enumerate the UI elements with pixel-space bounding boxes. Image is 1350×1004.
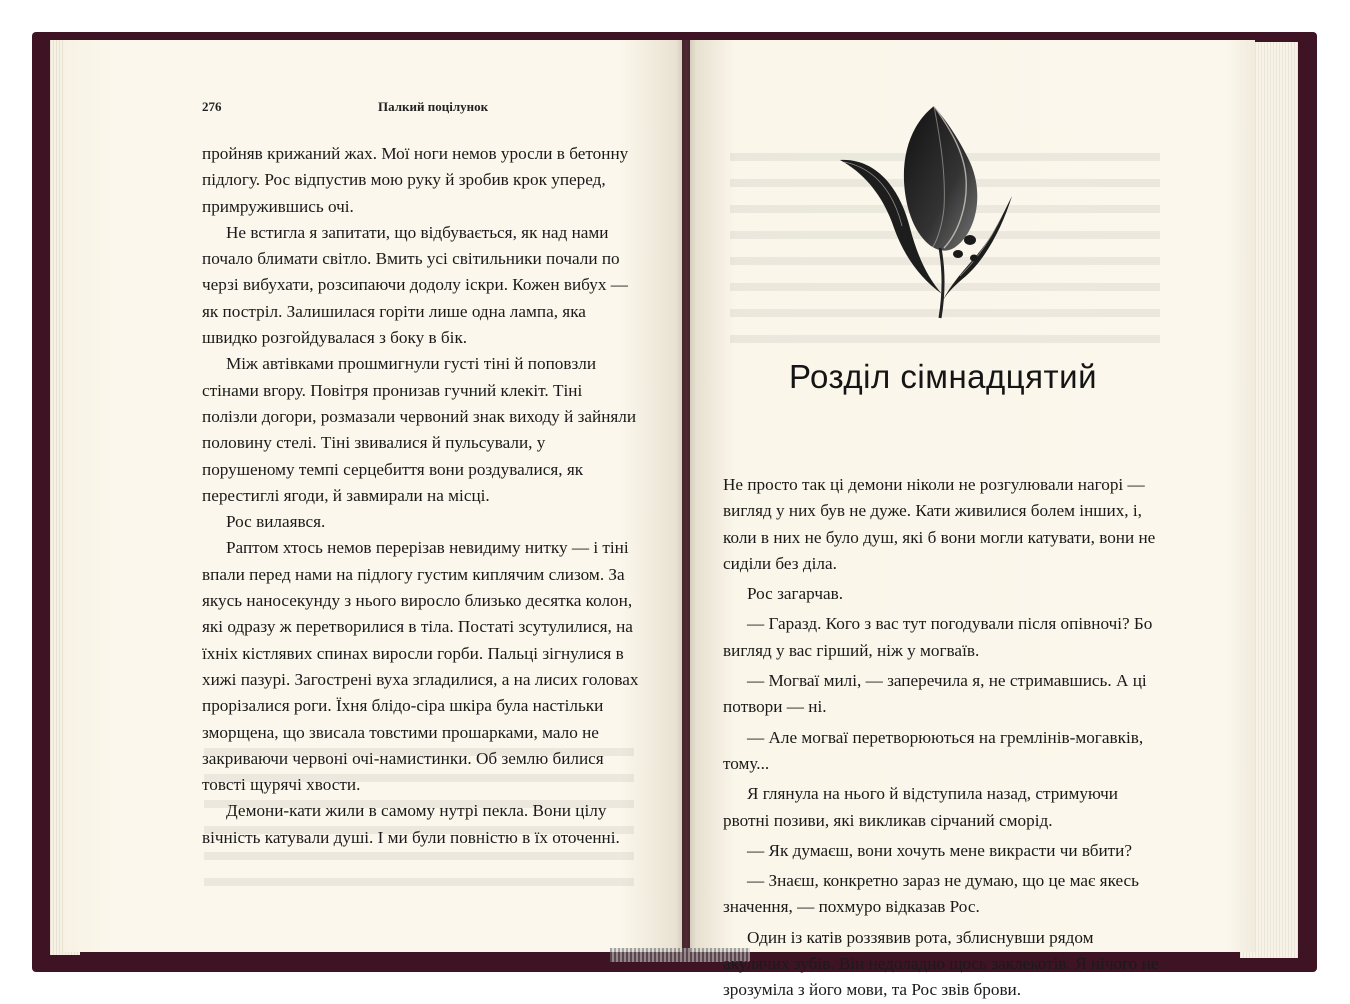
book-gutter: [676, 40, 696, 952]
paragraph: Не встигла я запитати, що відбувається, як над нами почало блимати світло. Вмить усі світильники почали по черзі вибухати, розсипаючи додолу іскри. Кожен вибух — як постріл. Залишилася горіти лише одна лампа, яка швидко розгойдувалася з боку в бік.: [202, 222, 628, 348]
page-number: 276: [202, 99, 222, 114]
paragraph: Між автівками прошмигнули густі тіні й поповзли стінами вгору. Повітря пронизав гучний клекіт. Тіні полізли догори, розмазали червоний знак виходу й зайняли половину стелі. Тіні звивалися й пульсували, у порушеному темпі серцебиття вони роздувалися, як перестиглі ягоди, й завмирали на місці.: [202, 354, 637, 505]
paragraph: Демони-кати жили в самому нутрі пекла. Вони цілу вічність катували душі. І ми були повністю в їх оточенні.: [202, 801, 620, 847]
calla-lily-ornament-icon: [836, 98, 1016, 330]
right-page-text: [723, 472, 1163, 1004]
paragraph: Один із катів роззявив рота, зблиснувши рядом акулячих зубів. Він недоладно щось заклекотів. Я нічого не зрозуміла з його мови, та Рос звів брови.: [723, 927, 1159, 1000]
paragraph: Не просто так ці демони ніколи не розгулювали нагорі — вигляд у них був не дуже. Кати живилися болем інших, і, коли в них не було душ, які б вони могли катувати, вони не сиділи без діла.: [723, 475, 1156, 573]
paragraph: — Але могваї перетворюються на гремлінів-могавків, тому...: [723, 727, 1144, 773]
paragraph: Раптом хтось немов перерізав невидиму нитку — і тіні впали перед нами на підлогу густим киплячим слизом. За якусь наносекунду з нього виросло близько десятка колон, які одразу ж перетворилися в тіла. Постаті зсутулилися, на їхніх кістлявих спинах виросли горби. Пальці зігнулися в хижі пазурі. Загострені вуха згладилися, а на лисих головах прорізалися роги. Їхня блідо-сіра шкіра була настільки зморщена, що звисала товстими прошарками, мало не закриваючи червоні очі-намистинки. Об землю билися товсті щурячі хвости.: [202, 538, 639, 795]
paragraph: — Знаєш, конкретно зараз не думаю, що це має якесь значення, — похмуро відказав Рос.: [723, 871, 1140, 917]
bleed-through-text: [204, 740, 634, 890]
paragraph: Рос вилаявся.: [226, 512, 326, 532]
paragraph: Рос загарчав.: [747, 584, 844, 604]
running-head: [202, 99, 642, 115]
running-title: Палкий поцілунок: [378, 99, 489, 114]
paragraph: пройняв крижаний жах. Мої ноги немов уросли в бетонну підлогу. Рос відпустив мою руку й зробив крок уперед, примружившись очі.: [202, 144, 629, 216]
paragraph: Я глянула на нього й відступила назад, стримуючи рвотні позиви, які викликав сірчаний сморід.: [723, 784, 1118, 830]
paragraph: — Як думаєш, вони хочуть мене викрасти чи вбити?: [747, 840, 1133, 860]
paragraph: — Гаразд. Кого з вас тут погодували після опівночі? Бо вигляд у вас гірший, ніж у могваїв.: [723, 614, 1153, 660]
chapter-title: Розділ сімнадцятий: [788, 358, 1098, 395]
paragraph: — Могваї милі, — заперечила я, не стримавшись. А ці потвори — ні.: [723, 671, 1147, 717]
